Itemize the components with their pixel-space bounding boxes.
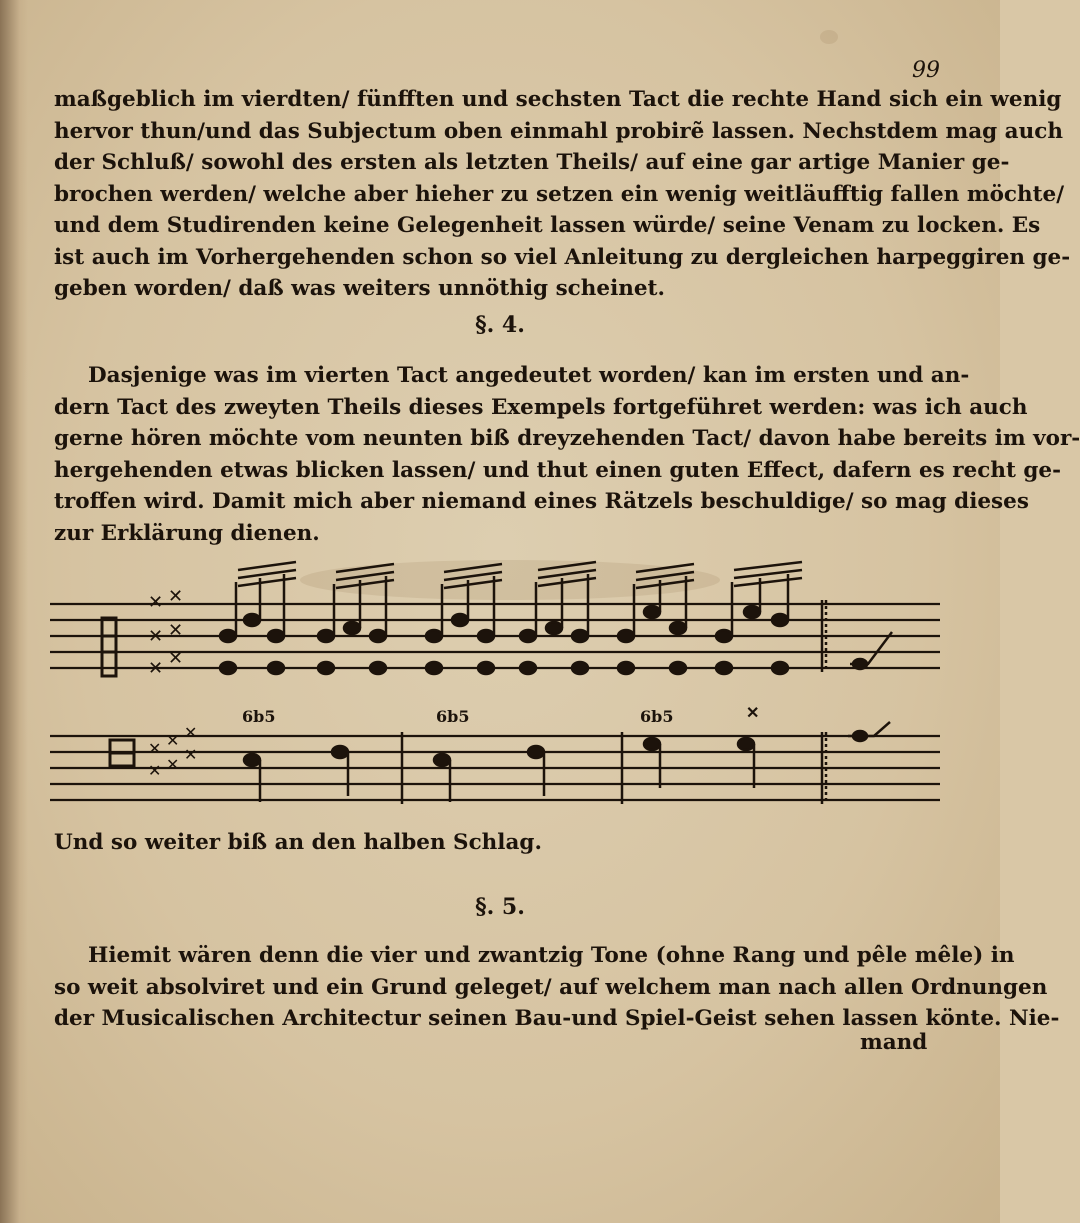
svg-text:✕: ✕ [148,626,164,647]
svg-text:✕: ✕ [184,723,198,742]
final-note-bass [848,722,890,741]
text-line: hervor thun/und das Subjectum oben einmahl probirẽ lassen. Nechstdem mag auch [54,118,1063,144]
text-line: so weit absolviret und ein Grund geleget/ auf welchem man nach allen Ordnungen [54,974,1048,1000]
text-line: Hiemit wären denn die vier und zwantzig Tone (ohne Rang und pêle mêle) in [88,943,1015,968]
text-line: hergehenden etwas blicken lassen/ und thut einen guten Effect, dafern es recht ge- [54,457,1062,483]
text-line: dern Tact des zweyten Theils dieses Exempels fortgeführet werden: was ich auch [54,394,1028,420]
figured-bass-label: 6b5 [242,707,276,726]
ink-spot [820,30,838,44]
text-line: brochen werden/ welche aber hieher zu setzen ein wenig weitläufftig fallen möchte/ [54,181,1065,207]
text-line: maßgeblich im vierdten/ fünfften und sechsten Tact die rechte Hand sich ein wenig [54,87,1062,112]
text-line: gerne hören möchte vom neunten biß dreyzehenden Tact/ davon habe bereits im vor- [54,426,1080,451]
text-line: der Musicalischen Architectur seinen Bau-und Spiel-Geist sehen lassen könte. Nie- [54,1006,1060,1031]
figured-bass-label: ✕ [746,703,760,722]
svg-text:✕: ✕ [168,648,184,669]
page-spine-shadow [0,0,28,1223]
figured-bass-label: 6b5 [640,707,674,726]
svg-text:✕: ✕ [184,745,198,764]
trill-ornament-treble [850,632,892,669]
beam-group-6 [716,562,802,674]
svg-text:✕: ✕ [148,592,164,613]
section-heading-4: §. 4. [475,312,525,338]
text-line: und dem Studirenden keine Gelegenheit lassen würde/ seine Venam zu locken. Es [54,213,1041,238]
paragraph-1 [54,84,1071,305]
text-line: troffen wird. Damit mich aber niemand eines Rätzels beschuldige/ so mag dieses [54,489,1029,514]
paragraph-3 [54,940,1060,1035]
paragraph-2 [54,360,1080,549]
text-line: der Schluß/ sowohl des ersten als letzten Theils/ auf eine gar artige Manier ge- [54,150,1010,175]
section-heading-5: §. 5. [475,894,525,920]
bass-notes [244,738,754,802]
svg-text:✕: ✕ [148,761,162,780]
treble-notes [220,562,802,674]
text-line: geben worden/ daß was weiters unnöthig scheinet. [54,276,665,301]
svg-text:✕: ✕ [168,586,184,607]
bass-clef-icon [110,740,134,766]
svg-text:✕: ✕ [148,739,162,758]
catchword: mand [860,1030,928,1055]
figured-bass-label: 6b5 [436,707,470,726]
figured-bass-labels [242,703,759,726]
continuation-text: Und so weiter biß an den halben Schlag. [54,830,542,855]
key-signature-sharps-treble [148,586,183,679]
music-example [40,540,950,820]
svg-text:✕: ✕ [168,620,184,641]
svg-text:✕: ✕ [148,658,164,679]
svg-text:✕: ✕ [166,755,180,774]
svg-text:✕: ✕ [166,731,180,750]
beam-group-4 [520,562,596,674]
text-line: ist auch im Vorhergehenden schon so viel Anleitung zu dergleichen harpeggiren ge- [54,244,1071,270]
page-number: 99 [912,58,940,83]
text-line: Dasjenige was im vierten Tact angedeutet worden/ kan im ersten und an- [88,363,970,388]
beam-group-1 [220,562,296,674]
text-line: zur Erklärung dienen. [54,520,320,546]
